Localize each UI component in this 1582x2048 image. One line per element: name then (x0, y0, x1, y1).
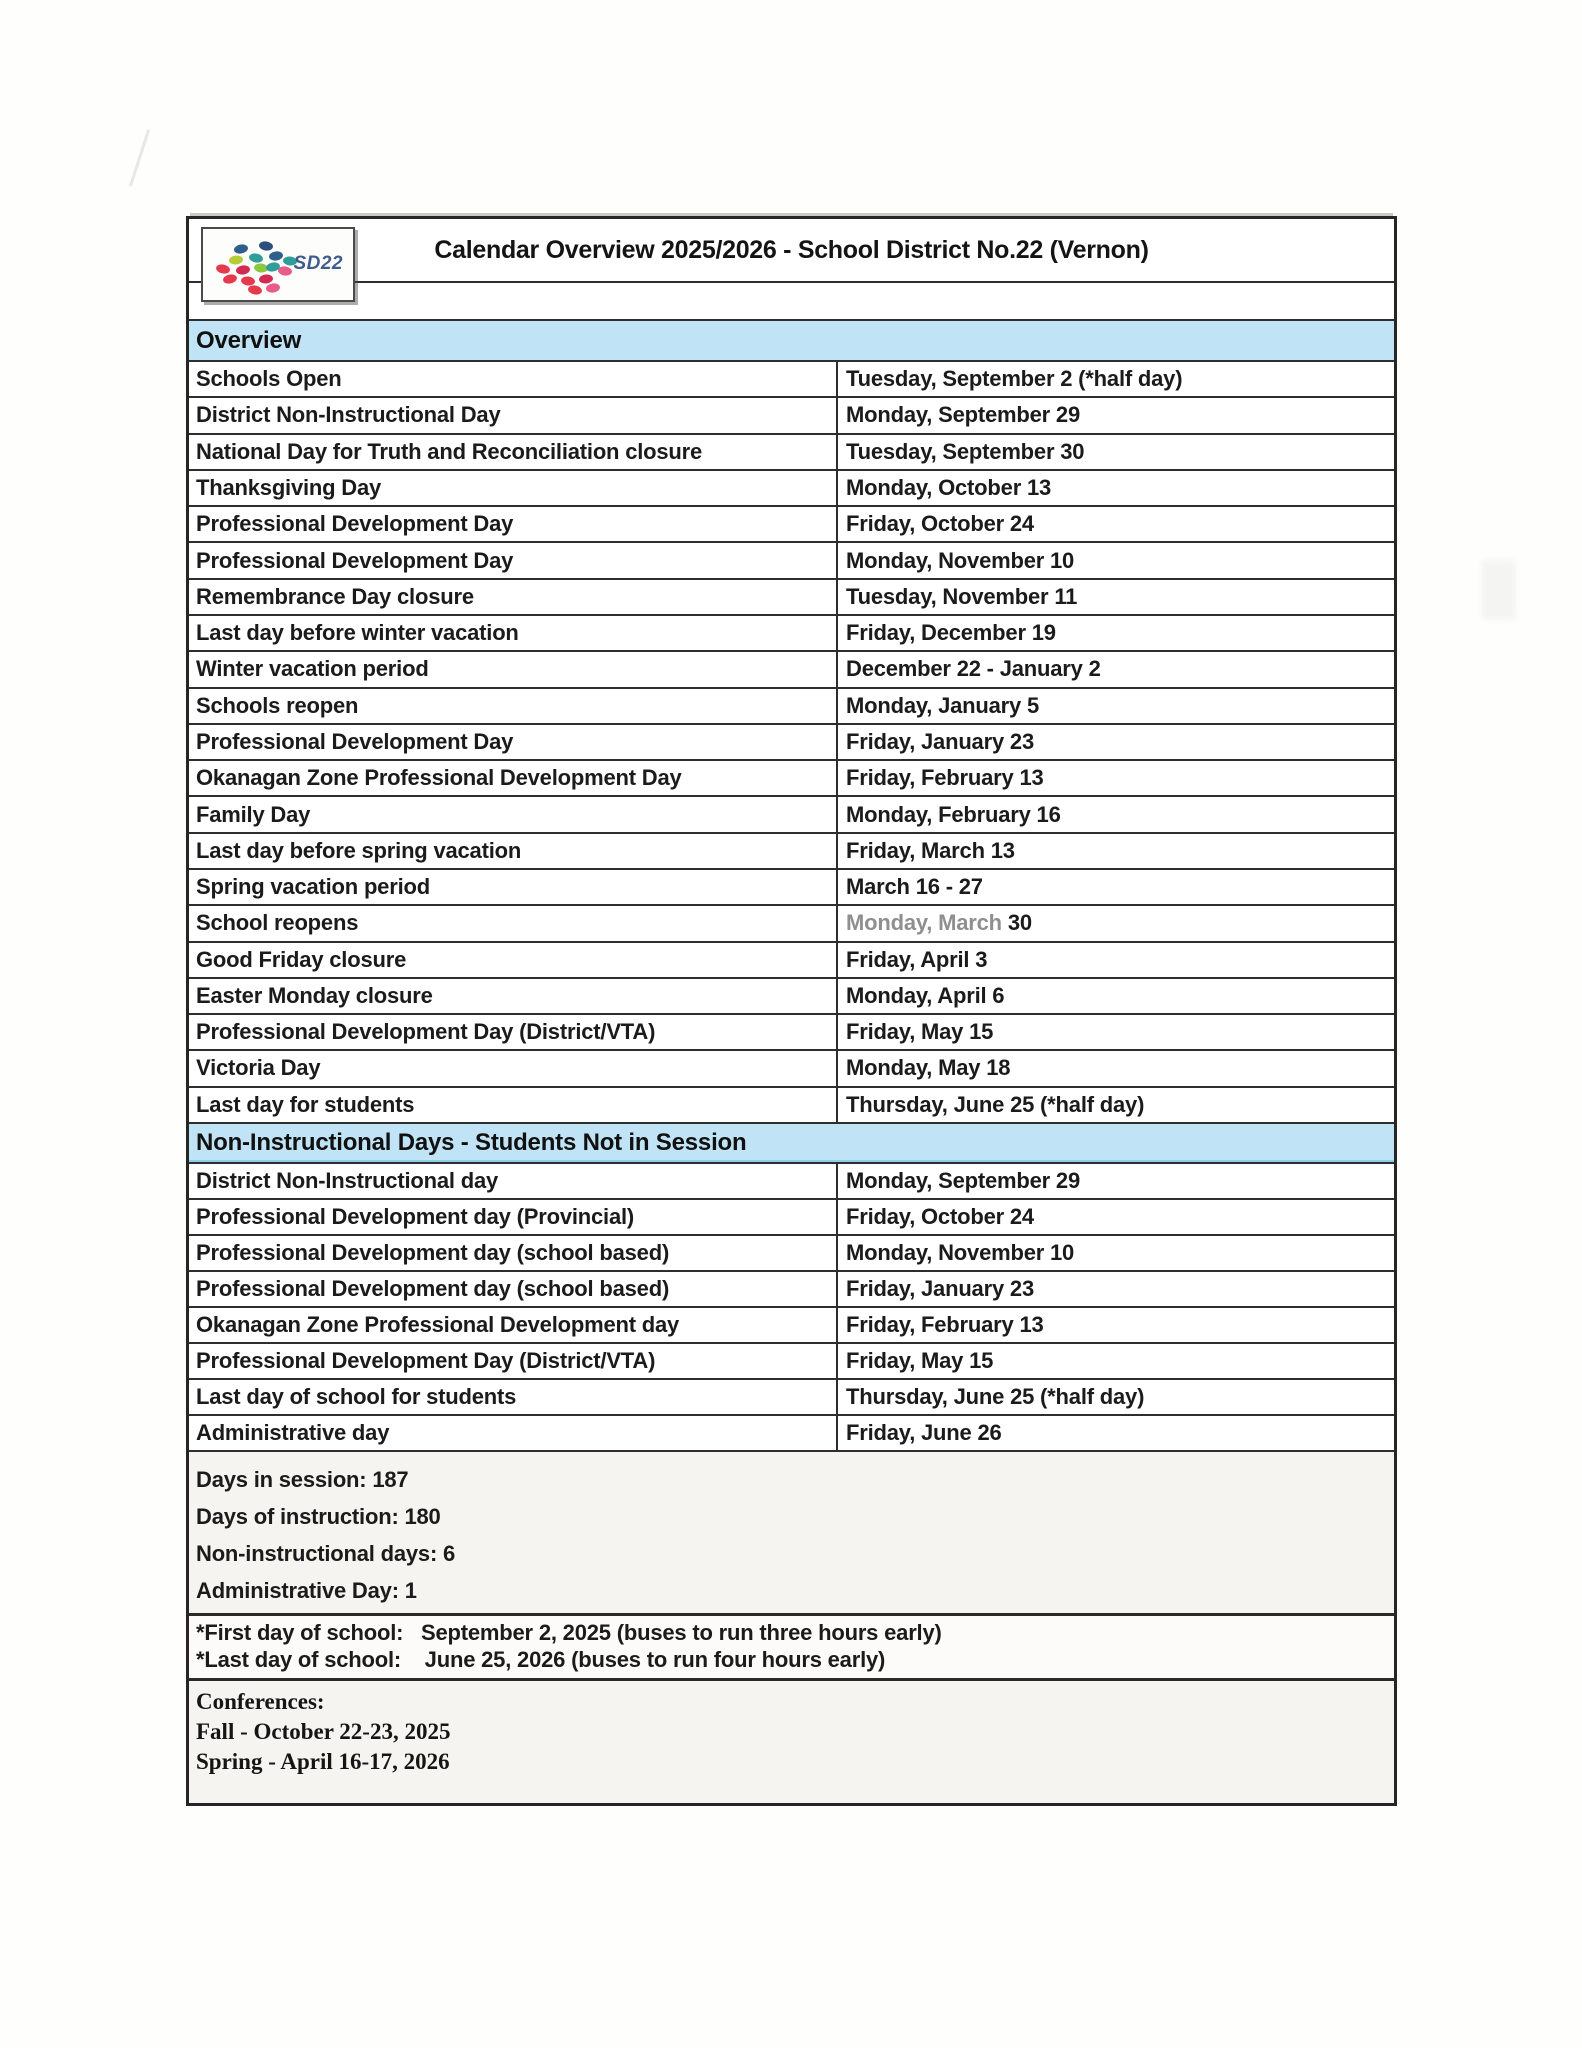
event-date (838, 979, 1394, 1013)
event-label: Thanksgiving Day (189, 471, 838, 505)
table-row (189, 797, 1394, 833)
event-date (838, 580, 1394, 614)
event-date (838, 689, 1394, 723)
event-date-text: Friday, October 24 (846, 511, 1034, 537)
header-spacer-row (189, 283, 1394, 321)
event-date-text: Monday, January 5 (846, 692, 1040, 718)
event-date (838, 1344, 1394, 1378)
table-row (189, 1308, 1394, 1344)
event-label: Professional Development Day (District/VTA) (189, 1015, 838, 1049)
event-date (838, 471, 1394, 505)
event-date-text: Friday, February 13 (846, 765, 1044, 791)
event-label: Easter Monday closure (189, 979, 838, 1013)
table-row (189, 1380, 1394, 1416)
event-date (838, 1051, 1394, 1085)
conferences-block (189, 1681, 1394, 1803)
event-date-text: Monday, April 6 (846, 982, 1005, 1008)
table-row (189, 834, 1394, 870)
event-date (838, 616, 1394, 650)
event-date (838, 1015, 1394, 1049)
event-date-text: Friday, March 13 (846, 837, 1015, 863)
event-label: Last day of school for students (189, 1380, 838, 1414)
event-label: Professional Development Day (189, 543, 838, 577)
text-line: Conferences: (196, 1689, 325, 1714)
table-row (189, 1272, 1394, 1308)
text-line: Administrative Day: 1 (196, 1577, 417, 1603)
event-date (838, 543, 1394, 577)
event-date-text: Monday, September 29 (846, 1168, 1080, 1193)
table-row (189, 761, 1394, 797)
overview-rows (189, 362, 1394, 1124)
event-label: Family Day (189, 797, 838, 831)
event-date-text: Friday, January 23 (846, 1276, 1034, 1301)
sd22-logo (201, 227, 355, 302)
summary-block (189, 1452, 1394, 1616)
calendar-table (186, 216, 1397, 1806)
event-date-text: Thursday, June 25 (*half day) (846, 1384, 1145, 1409)
event-date-text: Friday, June 26 (846, 1420, 1002, 1445)
event-label: District Non-Instructional day (189, 1164, 838, 1198)
text-line: Fall - October 22-23, 2025 (196, 1719, 451, 1744)
event-date (838, 870, 1394, 904)
text-line: Days of instruction: 180 (196, 1503, 441, 1529)
event-date-text: Friday, February 13 (846, 1312, 1044, 1337)
event-label: Victoria Day (189, 1051, 838, 1085)
text-line: *Last day of school: June 25, 2026 (buses to run four hours early) (196, 1646, 886, 1672)
event-date (838, 1164, 1394, 1198)
event-label: Last day before winter vacation (189, 616, 838, 650)
table-row (189, 435, 1394, 471)
event-label: Professional Development day (school based) (189, 1272, 838, 1306)
event-date-text: Tuesday, November 11 (846, 583, 1078, 609)
event-date-text: Friday, April 3 (846, 946, 988, 972)
scan-artifact (1482, 560, 1516, 620)
event-date-text: Monday, September 29 (846, 402, 1080, 428)
table-row (189, 362, 1394, 398)
event-date-text: 30 (1007, 910, 1032, 936)
event-date (838, 834, 1394, 868)
table-row (189, 725, 1394, 761)
event-date (838, 761, 1394, 795)
event-date (838, 1416, 1394, 1450)
event-label: National Day for Truth and Reconciliation closure (189, 435, 838, 469)
event-date-muted: Monday, March (846, 910, 1008, 936)
event-label: Professional Development Day (189, 507, 838, 541)
event-date-text: Tuesday, September 2 (*half day) (846, 366, 1183, 392)
table-row (189, 943, 1394, 979)
event-label: Professional Development Day (District/VTA) (189, 1344, 838, 1378)
event-date-text: Monday, October 13 (846, 474, 1052, 500)
event-date-text: Friday, May 15 (846, 1348, 994, 1373)
event-date-text: Friday, May 15 (846, 1019, 994, 1045)
table-row (189, 1344, 1394, 1380)
page-title: Calendar Overview 2025/2026 - School District No.22 (Vernon) (434, 236, 1149, 264)
event-date-text: Friday, December 19 (846, 620, 1056, 646)
event-label: District Non-Instructional Day (189, 398, 838, 432)
event-label: Spring vacation period (189, 870, 838, 904)
table-row (189, 1164, 1394, 1200)
event-label: Last day before spring vacation (189, 834, 838, 868)
event-date (838, 652, 1394, 686)
event-date (838, 906, 1394, 940)
event-label: Last day for students (189, 1088, 838, 1122)
event-label: Administrative day (189, 1416, 838, 1450)
text-line: Non-instructional days: 6 (196, 1540, 456, 1566)
table-row (189, 1416, 1394, 1452)
event-label: Schools Open (189, 362, 838, 396)
event-date (838, 362, 1394, 396)
event-date (838, 1236, 1394, 1270)
event-date-text: March 16 - 27 (846, 874, 983, 900)
table-row (189, 979, 1394, 1015)
event-label: Good Friday closure (189, 943, 838, 977)
event-date-text: Friday, January 23 (846, 728, 1034, 754)
event-date (838, 1088, 1394, 1122)
table-row (189, 652, 1394, 688)
event-date (838, 1380, 1394, 1414)
event-date (838, 1308, 1394, 1342)
text-line: Days in session: 187 (196, 1466, 409, 1492)
scan-artifact (129, 129, 150, 187)
event-date (838, 1200, 1394, 1234)
noninstructional-rows (189, 1164, 1394, 1452)
event-date (838, 943, 1394, 977)
sd22-logo-text: SD22 (293, 253, 343, 274)
bus-notes-block (189, 1616, 1394, 1681)
event-date (838, 1272, 1394, 1306)
event-date (838, 435, 1394, 469)
event-date (838, 398, 1394, 432)
table-row (189, 689, 1394, 725)
table-row (189, 1051, 1394, 1087)
event-label: Winter vacation period (189, 652, 838, 686)
event-date-text: December 22 - January 2 (846, 656, 1101, 682)
table-row (189, 471, 1394, 507)
document-header (189, 219, 1394, 283)
table-row (189, 1088, 1394, 1124)
event-date (838, 725, 1394, 759)
event-label: Professional Development day (school based) (189, 1236, 838, 1270)
table-row (189, 1200, 1394, 1236)
event-label: Professional Development Day (189, 725, 838, 759)
event-date-text: Friday, October 24 (846, 1204, 1034, 1229)
event-label: Professional Development day (Provincial) (189, 1200, 838, 1234)
table-row (189, 906, 1394, 942)
event-label: Okanagan Zone Professional Development day (189, 1308, 838, 1342)
event-date-text: Monday, May 18 (846, 1055, 1011, 1081)
event-label: Remembrance Day closure (189, 580, 838, 614)
event-label: Okanagan Zone Professional Development Day (189, 761, 838, 795)
table-row (189, 616, 1394, 652)
event-label: School reopens (189, 906, 838, 940)
event-date-text: Thursday, June 25 (*half day) (846, 1091, 1145, 1117)
table-row (189, 398, 1394, 434)
table-row (189, 543, 1394, 579)
event-date-text: Tuesday, September 30 (846, 438, 1085, 464)
table-row (189, 507, 1394, 543)
event-label: Schools reopen (189, 689, 838, 723)
text-line: Spring - April 16-17, 2026 (196, 1749, 450, 1774)
event-date (838, 797, 1394, 831)
event-date (838, 507, 1394, 541)
event-date-text: Monday, November 10 (846, 1240, 1075, 1265)
event-date-text: Monday, February 16 (846, 801, 1061, 827)
table-row (189, 1236, 1394, 1272)
table-row (189, 1015, 1394, 1051)
table-row (189, 580, 1394, 616)
text-line: *First day of school: September 2, 2025 (buses to run three hours early) (196, 1619, 942, 1645)
table-row (189, 870, 1394, 906)
section-header-overview: Overview (189, 321, 1394, 362)
event-date-text: Monday, November 10 (846, 547, 1075, 573)
section-header-noninstructional: Non-Instructional Days - Students Not in Session (189, 1124, 1394, 1164)
